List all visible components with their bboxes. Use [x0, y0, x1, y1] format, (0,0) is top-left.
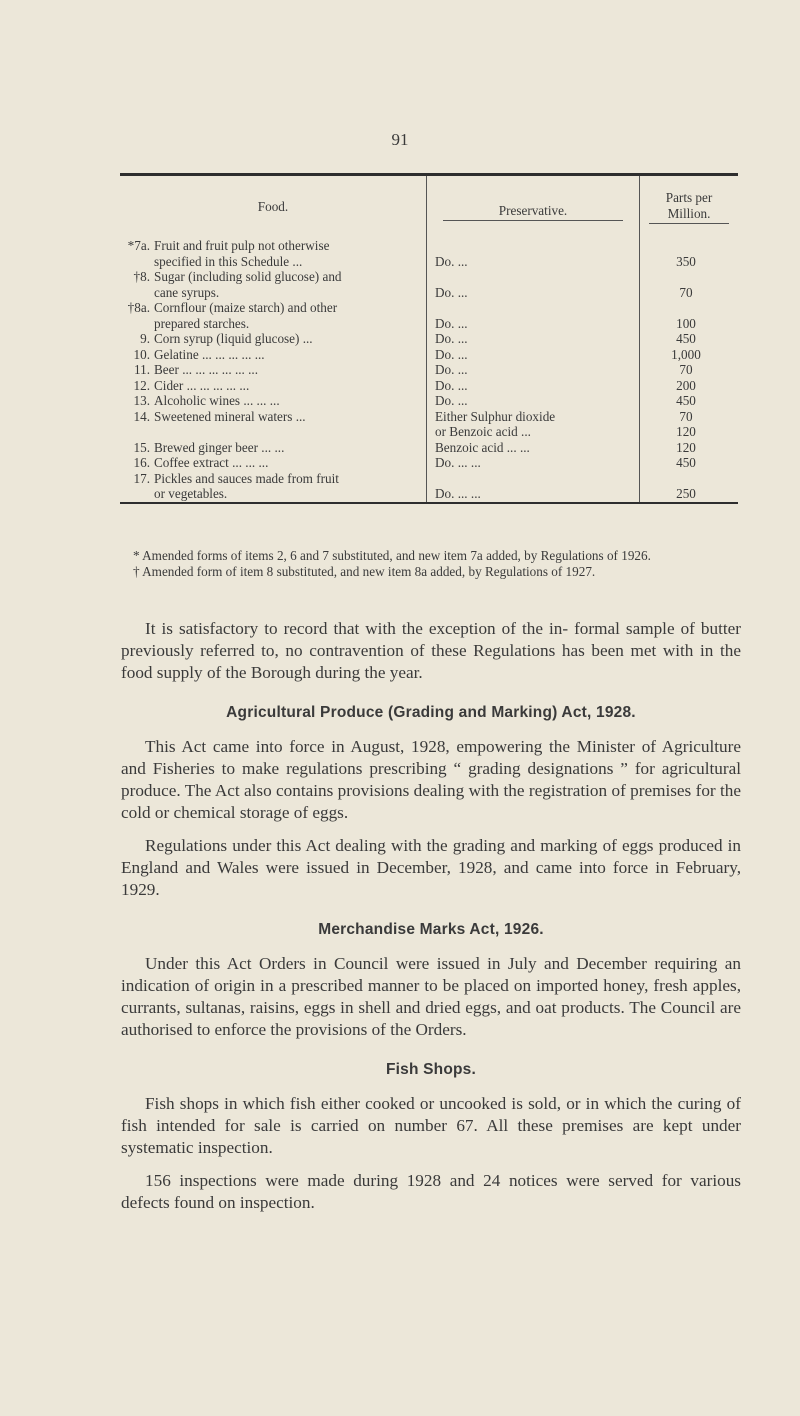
cell-food — [120, 440, 427, 456]
cell-food — [120, 471, 427, 502]
cell-preservative: Do. ... — [427, 269, 640, 300]
cell-ppm: 1,000 — [671, 346, 701, 362]
item-number: †8. — [133, 269, 150, 284]
footnote-2: † Amended form of item 8 substituted, and new item 8a added, by Regulations of 1927. — [133, 564, 596, 579]
cell-preservative: Either Sulphur dioxide — [427, 409, 640, 425]
table-row — [120, 393, 738, 409]
body-text — [121, 618, 741, 1225]
paragraph-agri-1: This Act came into force in August, 1928, empowering the Minister of Agriculture and Fisheries to make regulations prescribing “ grading designations ” for agricultural produce. The Act also contains provisions dealing with the registration of premises for the cold or chemical storage of eggs. — [121, 737, 741, 822]
cell-preservative: Do. ... — [427, 300, 640, 331]
cell-food — [120, 409, 427, 425]
food-name: Brewed ginger beer ... ... — [154, 439, 285, 455]
paragraph-fish-1: Fish shops in which fish either cooked or uncooked is sold, or in which the curing of fish intended for sale is carried on number 67. All these premises are kept under systematic inspection. — [121, 1094, 741, 1157]
table-row — [120, 269, 738, 300]
food-name: Corn syrup (liquid glucose) ... — [154, 331, 313, 346]
table-row — [120, 471, 738, 502]
cell-ppm: 250 — [676, 486, 696, 501]
item-number: 9. — [140, 331, 150, 346]
cell-food — [120, 331, 427, 347]
cell-food — [120, 393, 427, 409]
header-food: Food. — [257, 199, 289, 215]
food-name: Sugar (including solid glucose) and — [154, 269, 342, 284]
food-name: Cider ... ... ... ... ... — [154, 377, 250, 393]
cell-preservative: Do. ... ... — [427, 471, 640, 502]
item-number: 16. — [133, 455, 150, 470]
cell-ppm: 70 — [679, 284, 693, 300]
cell-preservative: Do. ... — [427, 347, 640, 363]
table-row — [120, 409, 738, 425]
table-row — [120, 238, 738, 269]
header-preservative: Preservative. — [427, 176, 640, 238]
paragraph-merch-1: Under this Act Orders in Council were issued in July and December requiring an indication of origin in a prescribed manner to be placed on imported honey, fresh apples, currants, sultanas, raisins, eggs in shell and dried eggs, and oat products. The Council are authorised to enforce the provisions of the Orders. — [121, 954, 741, 1039]
cell-preservative: Do. ... — [427, 362, 640, 378]
food-name: Beer ... ... ... ... ... ... — [154, 362, 259, 377]
cell-ppm: 70 — [679, 362, 693, 377]
food-name: Pickles and sauces made from fruit — [154, 470, 339, 486]
cell-ppm: 350 — [676, 253, 696, 269]
table-row — [120, 455, 738, 471]
cell-ppm: 70 — [679, 408, 693, 424]
food-name-continued: or vegetables. — [154, 486, 228, 501]
item-number: 15. — [133, 439, 150, 455]
item-number: 10. — [133, 346, 150, 362]
cell-preservative: Do. ... — [427, 331, 640, 347]
footnote-1: * Amended forms of items 2, 6 and 7 substituted, and new item 7a added, by Regulations of 1926. — [133, 548, 651, 563]
footnotes — [121, 548, 741, 580]
cell-food — [120, 455, 427, 471]
cell-food — [120, 238, 427, 269]
heading-agricultural-produce: Agricultural Produce (Grading and Marking) Act, 1928. — [226, 704, 636, 721]
paragraph-agri-2: Regulations under this Act dealing with the grading and marking of eggs produced in England and Wales were issued in December, 1928, and came into force in February, 1929. — [121, 836, 741, 899]
table-bottom-rule — [120, 502, 738, 504]
cell-food — [120, 269, 427, 300]
table-body — [120, 238, 738, 502]
preservatives-table — [120, 173, 738, 504]
food-name: Cornflour (maize starch) and other — [154, 300, 338, 315]
item-number: 14. — [133, 408, 150, 424]
item-number: 17. — [133, 470, 150, 486]
item-number: 13. — [133, 393, 150, 408]
food-name: Alcoholic wines ... ... ... — [154, 393, 280, 408]
page-number: 91 — [391, 130, 409, 149]
cell-ppm: 120 — [676, 424, 696, 439]
item-number: 11. — [134, 362, 150, 377]
food-name-continued: specified in this Schedule ... — [154, 253, 303, 269]
food-name-continued: prepared starches. — [154, 315, 250, 331]
table-row — [120, 378, 738, 394]
heading-fish-shops: Fish Shops. — [385, 1061, 477, 1078]
table-row — [120, 440, 738, 456]
paragraph-fish-2: 156 inspections were made during 1928 and 24 notices were served for various defects found on inspection. — [121, 1171, 741, 1212]
food-name: Fruit and fruit pulp not otherwise — [154, 238, 330, 253]
cell-preservative: Do. ... — [427, 378, 640, 394]
cell-ppm: 120 — [676, 439, 696, 455]
item-number: 12. — [133, 377, 150, 393]
cell-preservative: Do. ... — [427, 238, 640, 269]
cell-preservative: Do. ... — [427, 393, 640, 409]
paragraph-intro: It is satisfactory to record that with the exception of the in- formal sample of butter previously referred to, no contravention of these Regulations has been met with in the food supply of the Borough during the year. — [121, 619, 741, 682]
food-name: Gelatine ... ... ... ... ... — [154, 346, 265, 362]
cell-food — [120, 378, 427, 394]
table-row — [120, 300, 738, 331]
cell-ppm: 450 — [676, 455, 696, 470]
heading-merchandise-marks: Merchandise Marks Act, 1926. — [318, 921, 544, 938]
food-name: Coffee extract ... ... ... — [154, 455, 269, 470]
header-ppm: Parts per Million. — [640, 176, 739, 238]
cell-ppm: 100 — [676, 315, 696, 331]
table-row — [120, 331, 738, 347]
cell-preservative: Benzoic acid ... ... — [427, 440, 640, 456]
table-row — [120, 347, 738, 363]
cell-ppm: 450 — [676, 331, 696, 346]
cell-food — [120, 424, 427, 440]
table-row — [120, 362, 738, 378]
table-row — [120, 424, 738, 440]
cell-ppm: 200 — [676, 377, 696, 393]
cell-food — [120, 300, 427, 331]
cell-preservative: or Benzoic acid ... — [427, 424, 640, 440]
cell-food — [120, 362, 427, 378]
cell-preservative: Do. ... ... — [427, 455, 640, 471]
item-number: *7a. — [127, 238, 150, 253]
food-name: Sweetened mineral waters ... — [154, 408, 306, 424]
cell-food — [120, 347, 427, 363]
food-name-continued: cane syrups. — [154, 284, 220, 300]
cell-ppm: 450 — [676, 393, 696, 408]
item-number: †8a. — [127, 300, 150, 315]
